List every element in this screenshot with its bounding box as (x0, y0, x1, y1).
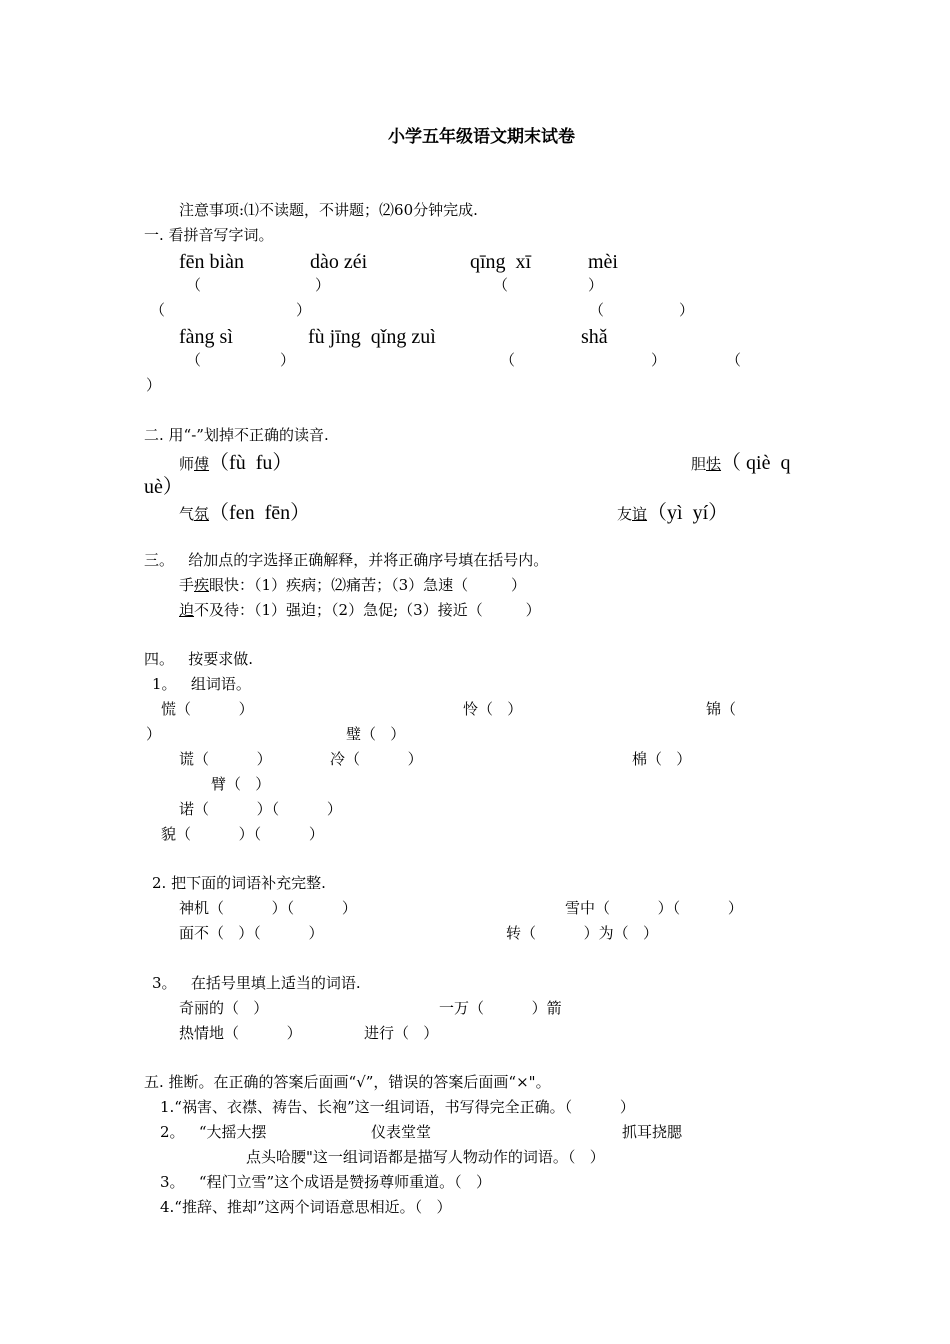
idiom-item: 面不（ ）（ ） (179, 924, 324, 942)
word-item: 慌（ ） (161, 700, 254, 718)
word-item: 锦（ (706, 700, 737, 718)
question-4-1: 1。 组词语。 (152, 675, 251, 693)
pinyin-fujing-qingzui: fù jīng qǐng zuì (308, 326, 436, 348)
blank-paren: ） (280, 351, 296, 369)
reading-item-danqie-wrap: uè） (144, 476, 183, 498)
pinyin-qingxi: qīng xī (470, 251, 532, 273)
fill-item: 热情地（ ） (179, 1024, 302, 1042)
word-item: 璧（ ） (346, 725, 406, 743)
blank-paren: （ (589, 301, 605, 319)
section-5-heading: 五. 推断。在正确的答案后面画“√”，错误的答案后面画“×"。 (144, 1073, 551, 1091)
judge-item-2b: 仪表堂堂 (371, 1123, 432, 1141)
blank-paren: （ (186, 351, 202, 369)
blank-paren: （ (726, 351, 742, 369)
judge-item-2d: 点头哈腰"这一组词语都是描写人物动作的词语。（ ） (246, 1148, 605, 1166)
pinyin-daozei: dào zéi (310, 251, 368, 273)
word-item: 臂（ ） (211, 775, 271, 793)
blank-paren: ） (146, 376, 162, 394)
reading-item-qifen: 气氛（fen fēn） (179, 502, 311, 524)
question-4-2: 2. 把下面的词语补充完整. (152, 874, 326, 892)
blank-paren: ） (651, 351, 667, 369)
section-1-heading: 一. 看拼音写字词。 (144, 226, 274, 244)
word-item: 冷（ ） (330, 750, 423, 768)
reading-item-shifu: 师傅（fù fu） (179, 452, 293, 474)
blank-paren: ） (315, 276, 331, 294)
section-2-heading: 二. 用“-”划掉不正确的读音. (144, 426, 329, 444)
word-item: 棉（ ） (632, 750, 692, 768)
word-item: 貌（ ）（ ） (161, 825, 324, 843)
reading-item-danqie: 胆怯（ qiè q (691, 452, 791, 474)
fill-item: 一万（ ）箭 (439, 999, 562, 1017)
idiom-item: 转（ ）为（ ） (506, 924, 658, 942)
judge-item-4: 4.“推辞、推却”这两个词语意思相近。（ ） (160, 1198, 452, 1216)
notice: 注意事项:⑴不读题，不讲题；⑵60分钟完成. (179, 201, 478, 219)
blank-paren: ） (588, 276, 604, 294)
reading-item-youyi: 友谊（yì yí） (617, 502, 729, 524)
idiom-item: 雪中（ ）（ ） (565, 899, 743, 917)
blank-paren: （ (493, 276, 509, 294)
explain-item-1: 手疾眼快：（1）疾病；⑵痛苦；（3）急速（ ） (179, 576, 527, 594)
blank-paren: （ (186, 276, 202, 294)
judge-item-3: 3。 “程门立雪”这个成语是赞扬尊师重道。（ ） (160, 1173, 491, 1191)
judge-item-1: 1.“祸害、衣襟、祷告、长袍”这一组词语，书写得完全正确。（ ） (160, 1098, 635, 1116)
pinyin-sha: shǎ (581, 326, 608, 348)
blank-paren: （ (150, 301, 166, 319)
word-item: 怜（ ） (463, 700, 523, 718)
question-4-3: 3。 在括号里填上适当的词语. (152, 974, 361, 992)
section-3-heading: 三。 给加点的字选择正确解释，并将正确序号填在括号内。 (144, 551, 549, 569)
blank-paren: ） (679, 301, 695, 319)
idiom-item: 神机（ ）（ ） (179, 899, 357, 917)
fill-item: 进行（ ） (364, 1024, 439, 1042)
explain-item-2: 迫不及待：（1）强迫；（2）急促;（3）接近（ ） (179, 601, 541, 619)
word-item: 诺（ ）（ ） (179, 800, 342, 818)
section-4-heading: 四。 按要求做. (144, 650, 254, 668)
pinyin-fangsi: fàng sì (179, 326, 233, 348)
pinyin-fenbian: fēn biàn (179, 251, 244, 273)
word-item: ） (146, 725, 162, 743)
pinyin-mei: mèi (588, 251, 618, 273)
blank-paren: ） (296, 301, 312, 319)
blank-paren: （ (500, 351, 516, 369)
word-item: 谎（ ） (179, 750, 272, 768)
page-title: 小学五年级语文期末试卷 (388, 127, 575, 147)
fill-item: 奇丽的（ ） (179, 999, 269, 1017)
judge-item-2c: 抓耳挠腮 (622, 1123, 683, 1141)
judge-item-2a: 2。 “大摇大摆 (160, 1123, 267, 1141)
